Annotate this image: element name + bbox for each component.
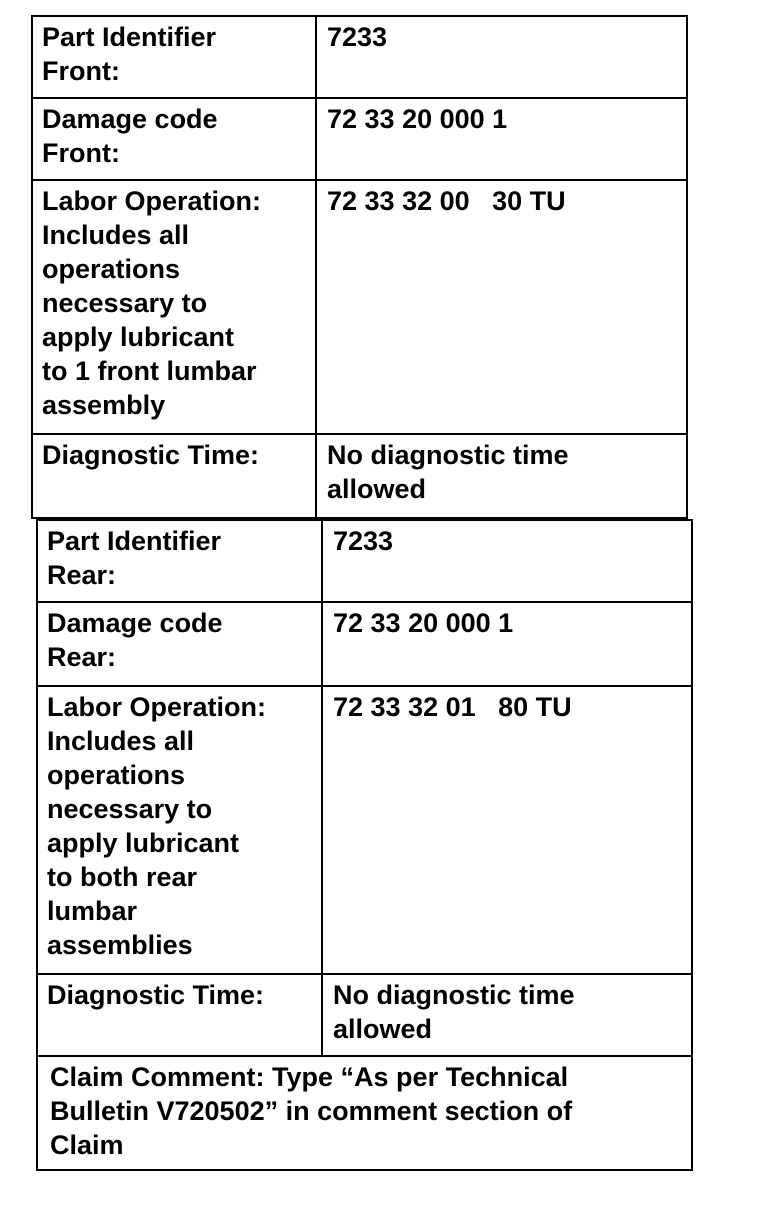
table-row <box>37 602 692 686</box>
front-labor-table <box>31 15 688 519</box>
damage-code-rear-label: Damage code Rear: <box>37 602 322 686</box>
table-row <box>37 974 692 1056</box>
table-row <box>32 434 687 518</box>
table-row <box>37 1056 692 1170</box>
part-identifier-front-label: Part Identifier Front: <box>32 16 316 98</box>
table-row <box>32 98 687 180</box>
part-identifier-rear-value: 7233 <box>322 520 692 602</box>
diagnostic-time-rear-label: Diagnostic Time: <box>37 974 322 1056</box>
table-row <box>37 520 692 602</box>
part-identifier-front-value: 7233 <box>316 16 687 98</box>
diagnostic-time-front-label: Diagnostic Time: <box>32 434 316 518</box>
diagnostic-time-rear-value: No diagnostic time allowed <box>322 974 692 1056</box>
claim-comment: Claim Comment: Type “As per Technical Bulletin V720502” in comment section of Claim <box>37 1056 692 1170</box>
labor-operation-front-value: 72 33 32 00 30 TU <box>316 180 687 434</box>
diagnostic-time-front-value: No diagnostic time allowed <box>316 434 687 518</box>
damage-code-front-value: 72 33 20 000 1 <box>316 98 687 180</box>
damage-code-rear-value: 72 33 20 000 1 <box>322 602 692 686</box>
table-row <box>32 180 687 434</box>
part-identifier-rear-label: Part Identifier Rear: <box>37 520 322 602</box>
labor-operation-rear-label: Labor Operation: Includes all operations necessary to apply lubricant to both rear lumbar assemblies <box>37 686 322 974</box>
labor-operation-rear-value: 72 33 32 01 80 TU <box>322 686 692 974</box>
labor-operation-front-label: Labor Operation: Includes all operations necessary to apply lubricant to 1 front lumbar assembly <box>32 180 316 434</box>
rear-labor-table <box>36 519 693 1171</box>
table-row <box>32 16 687 98</box>
table-row <box>37 686 692 974</box>
damage-code-front-label: Damage code Front: <box>32 98 316 180</box>
